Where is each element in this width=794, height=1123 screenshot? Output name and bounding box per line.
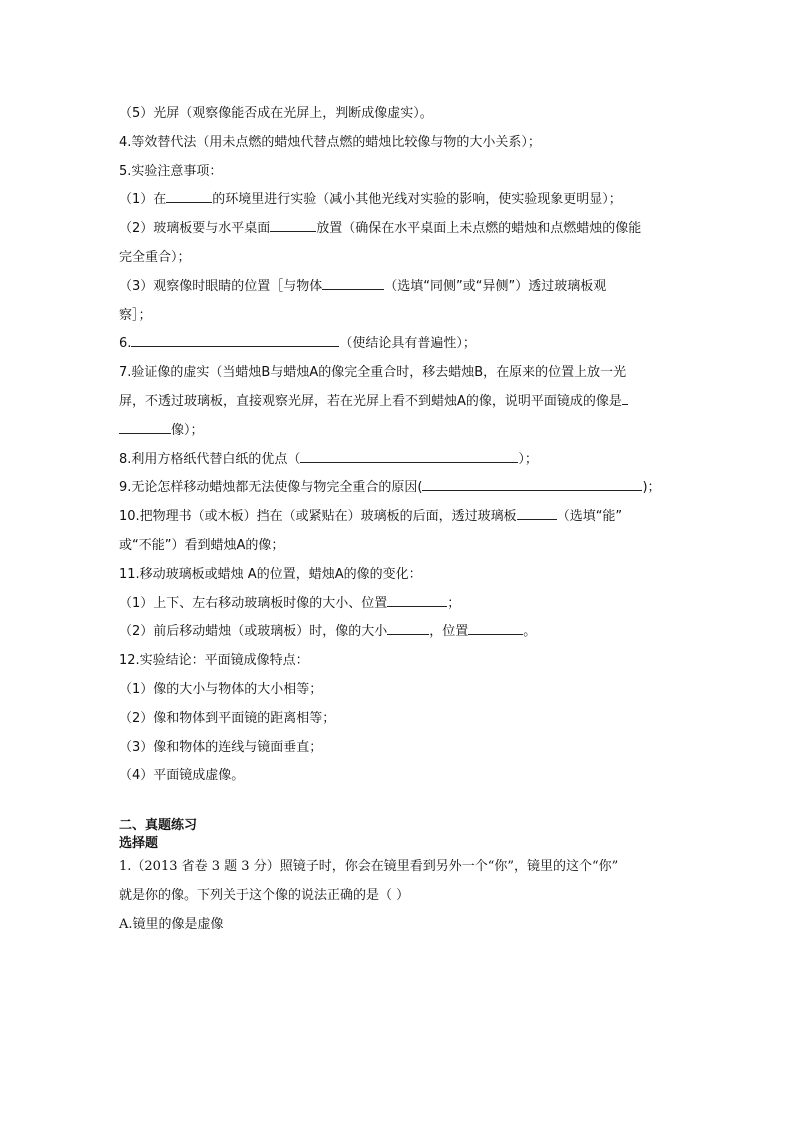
text-line xyxy=(119,302,699,331)
text-line xyxy=(119,590,699,619)
text-line xyxy=(119,244,699,273)
text: 11.移动玻璃板或蜡烛 A的位置，蜡烛A的像的变化： xyxy=(119,566,422,582)
text: 4.等效替代法（用未点燃的蜡烛代替点燃的蜡烛比较像与物的大小关系）； xyxy=(119,134,541,150)
text-line xyxy=(119,215,699,244)
text-line xyxy=(119,734,699,763)
text: 6. xyxy=(119,336,132,352)
text-line xyxy=(119,417,699,446)
text-line xyxy=(119,100,699,129)
text-line xyxy=(119,647,699,676)
text: （3）像和物体的连线与镜面垂直； xyxy=(119,739,323,755)
text: 9.无论怎样移动蜡烛都无法使像与物完全重合的原因( xyxy=(119,480,423,496)
text-line xyxy=(119,762,699,791)
fill-blank[interactable] xyxy=(422,476,642,491)
text: （2）像和物体到平面镜的距离相等； xyxy=(119,710,336,726)
text-line xyxy=(119,705,699,734)
text: 7.验证像的虚实（当蜡烛B与蜡烛A的像完全重合时，移去蜡烛B，在原来的位置上放一光 xyxy=(119,365,627,381)
fill-blank[interactable] xyxy=(131,332,339,347)
subsection-title: 选择题 xyxy=(119,836,159,852)
question-line xyxy=(119,853,699,882)
answer-option-a[interactable] xyxy=(119,911,699,940)
text: （选填“同侧”或“异侧”）透过玻璃板观 xyxy=(384,278,607,294)
spacer xyxy=(119,791,699,817)
text: 。 xyxy=(523,624,537,640)
fill-blank[interactable] xyxy=(270,217,316,232)
text: （1）在 xyxy=(119,192,167,208)
fill-blank[interactable] xyxy=(622,390,628,405)
fill-blank[interactable] xyxy=(119,419,171,434)
text: 或“不能”）看到蜡烛A的像； xyxy=(119,537,285,553)
text-line xyxy=(119,618,699,647)
text: )； xyxy=(642,480,661,496)
text-line xyxy=(119,503,699,532)
text: 就是你的像。下列关于这个像的说法正确的是（ ） xyxy=(119,887,410,903)
document-page xyxy=(119,100,699,940)
text-line xyxy=(119,561,699,590)
text: 12.实验结论：平面镜成像特点： xyxy=(119,653,309,669)
fill-blank[interactable] xyxy=(166,188,212,203)
text: （2）前后移动蜡烛（或玻璃板）时，像的大小 xyxy=(119,624,388,640)
fill-blank[interactable] xyxy=(468,620,523,635)
text-line xyxy=(119,129,699,158)
text: （5）光屏（观察像能否成在光屏上，判断成像虚实）。 xyxy=(119,106,433,121)
text: 的环境里进行实验（减小其他光线对实验的影响，使实验现象更明显）； xyxy=(212,192,622,208)
text-line xyxy=(119,330,699,359)
text: 放置（确保在水平桌面上未点燃的蜡烛和点燃蜡烛的像能 xyxy=(316,221,642,237)
text: 5.实验注意事项： xyxy=(119,163,223,179)
text-line xyxy=(119,186,699,215)
text: 10.把物理书（或木板）挡在（或紧贴在）玻璃板的后面，透过玻璃板 xyxy=(119,509,517,525)
text: （3）观察像时眼睛的位置［与物体 xyxy=(119,278,323,294)
text: （2）玻璃板要与水平桌面 xyxy=(119,221,271,237)
fill-blank[interactable] xyxy=(387,620,429,635)
section-title: 二、真题练习 xyxy=(119,818,198,834)
fill-blank[interactable] xyxy=(517,505,557,520)
text-line xyxy=(119,273,699,302)
text: （1）像的大小与物体的大小相等； xyxy=(119,681,323,697)
text-line xyxy=(119,532,699,561)
text: 屏，不透过玻璃板，直接观察光屏，若在光屏上看不到蜡烛A的像，说明平面镜成的像是 xyxy=(119,393,622,409)
text-line xyxy=(119,158,699,187)
fill-blank[interactable] xyxy=(322,275,384,290)
text: （4）平面镜成虚像。 xyxy=(119,768,245,784)
fill-blank[interactable] xyxy=(387,592,447,607)
question-line xyxy=(119,882,699,911)
text: 像）； xyxy=(171,422,204,438)
fill-blank[interactable] xyxy=(300,448,518,463)
text: ）； xyxy=(518,451,538,467)
text: ，位置 xyxy=(429,624,469,640)
text: 完全重合）； xyxy=(119,249,191,265)
text: （1）上下、左右移动玻璃板时像的大小、位置 xyxy=(119,595,388,611)
text-line xyxy=(119,676,699,705)
text: ； xyxy=(447,595,461,611)
text-line xyxy=(119,446,699,475)
text: （使结论具有普遍性）； xyxy=(339,336,476,352)
text-line xyxy=(119,359,699,388)
text-line xyxy=(119,388,699,417)
text: 察］； xyxy=(119,307,152,323)
text-line xyxy=(119,474,699,503)
text: （选填“能” xyxy=(556,509,623,525)
text: 8.利用方格纸代替白纸的优点（ xyxy=(119,451,301,467)
text: A.镜里的像是虚像 xyxy=(119,916,224,932)
text: 1.（2013 省卷 3 题 3 分）照镜子时，你会在镜里看到另外一个“你”，镜里的这个“你” xyxy=(119,859,619,875)
